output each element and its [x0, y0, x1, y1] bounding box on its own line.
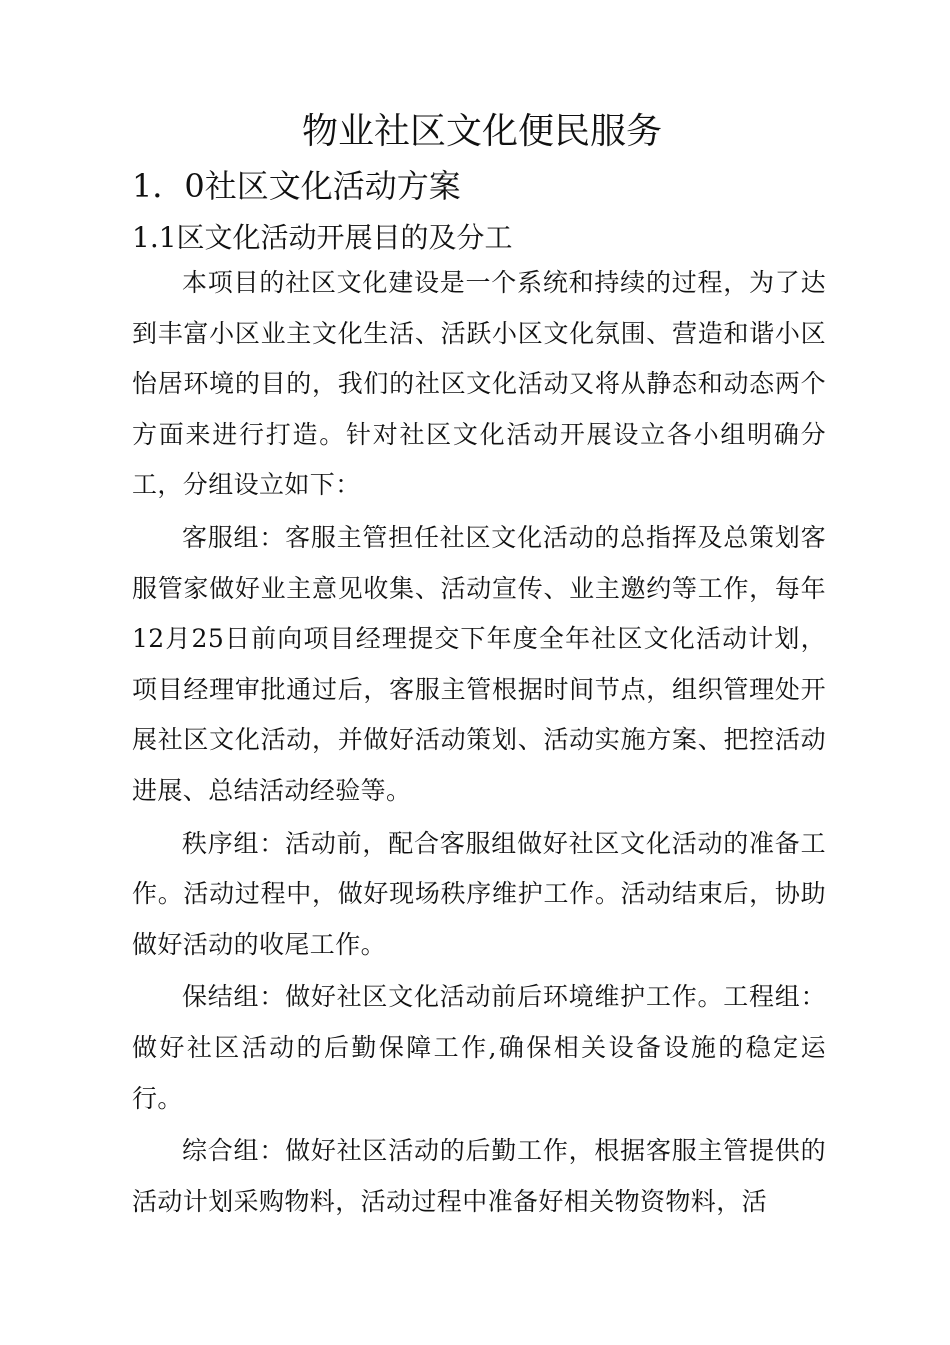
section-heading: 1．0社区文化活动方案: [132, 167, 461, 205]
paragraph-general-group: 综合组：做好社区活动的后勤工作，根据客服主管提供的活动计划采购物料，活动过程中准备好相关物资物料，活: [132, 1136, 826, 1216]
paragraph-cleaning-engineering-group: 保结组：做好社区文化活动前后环境维护工作。工程组：做好社区活动的后勤保障工作,确保相关设备设施的稳定运行。: [132, 982, 826, 1113]
paragraph-order-group: 秩序组：活动前，配合客服组做好社区文化活动的准备工作。活动过程中，做好现场秩序维护工作。活动结束后，协助做好活动的收尾工作。: [132, 828, 826, 959]
document-body: [132, 258, 826, 1229]
paragraph-intro: 本项目的社区文化建设是一个系统和持续的过程，为了达到丰富小区业主文化生活、活跃小区文化氛围、营造和谐小区怡居环境的目的，我们的社区文化活动又将从静态和动态两个方面来进行打造。针对社区文化活动开展设立各小组明确分工，分组设立如下：: [132, 268, 826, 500]
paragraph-customer-service-group: 客服组：客服主管担任社区文化活动的总指挥及总策划客服管家做好业主意见收集、活动宣传、业主邀约等工作，每年12月25日前向项目经理提交下年度全年社区文化活动计划，项目经理审批通过后，客服主管根据时间节点，组织管理处开展社区文化活动，并做好活动策划、活动实施方案、把控活动进展、总结活动经验等。: [132, 522, 826, 805]
document-title: 物业社区文化便民服务: [301, 111, 662, 152]
subsection-heading: 1.1区文化活动开展目的及分工: [132, 221, 513, 254]
